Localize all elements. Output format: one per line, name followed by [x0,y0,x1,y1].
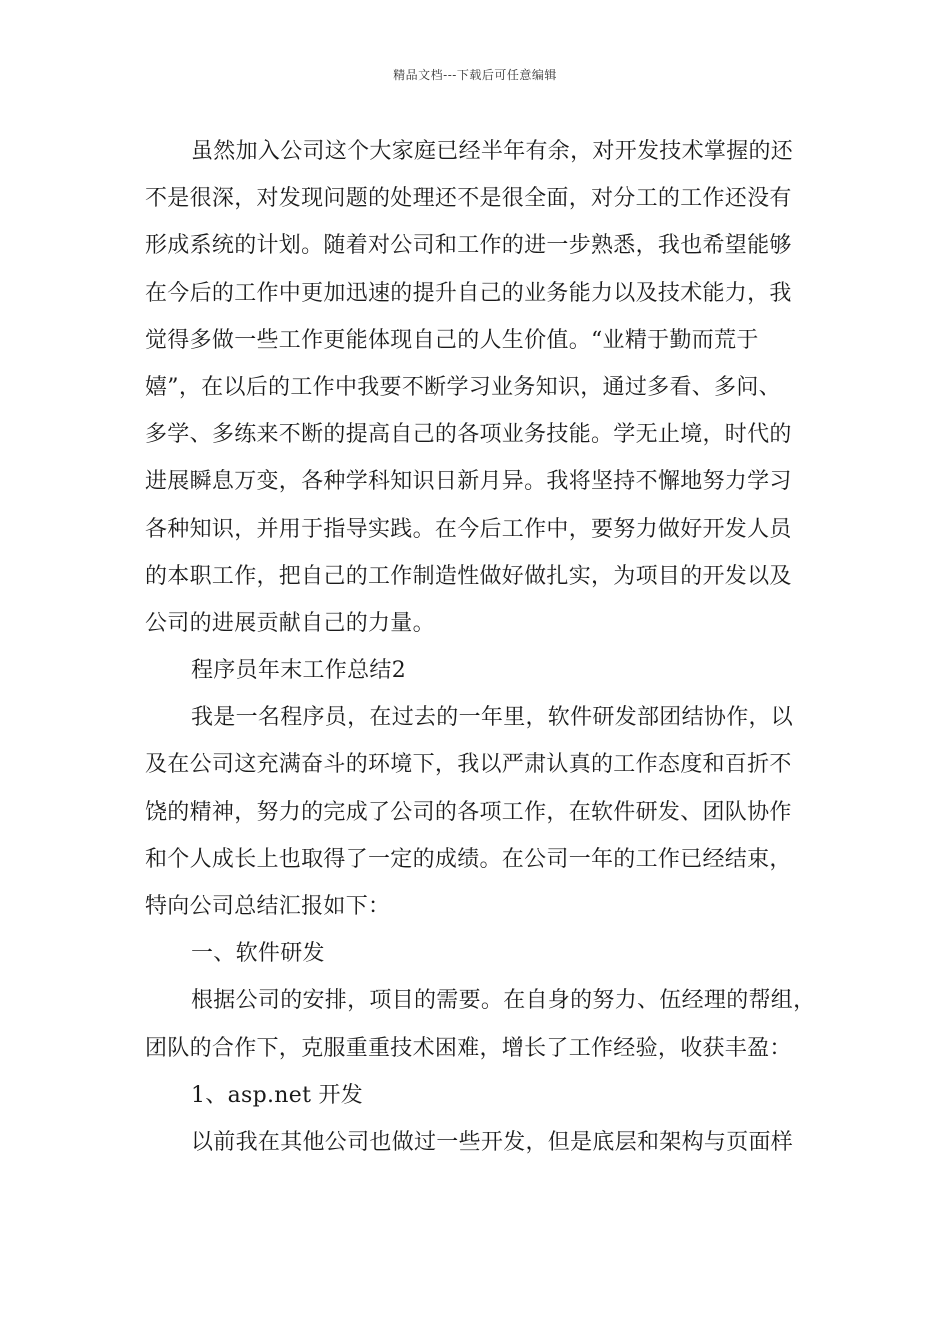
text-line: 及在公司这充满奋斗的环境下，我以严肃认真的工作态度和百折不 [145,752,792,778]
text-line: 特向公司总结汇报如下： [145,894,391,919]
text-line: 进展瞬息万变，各种学科知识日新月异。我将坚持不懈地努力学习 [145,469,792,495]
body-text [145,128,815,1166]
text-line: 1、asp.net 开发 [191,1082,364,1108]
text-line: 不是很深，对发现问题的处理还不是很全面，对分工的工作还没有 [145,186,792,212]
text-line: 在今后的工作中更加迅速的提升自己的业务能力以及技术能力，我 [145,280,792,306]
text-line: 饶的精神，努力的完成了公司的各项工作，在软件研发、团队协作 [145,799,792,825]
text-line: 各种知识，并用于指导实践。在今后工作中，要努力做好开发人员 [145,516,792,542]
text-line: 觉得多做一些工作更能体现自己的人生价值。“业精于勤而荒于 [145,327,759,353]
text-line: 团队的合作下，克服重重技术困难，增长了工作经验，收获丰盈： [145,1035,792,1061]
text-line: 多学、多练来不断的提高自己的各项业务技能。学无止境，时代的 [145,422,792,448]
text-line: 一、软件研发 [191,941,325,967]
text-line: 的本职工作，把自己的工作制造性做好做扎实，为项目的开发以及 [145,563,792,589]
text-line: 和个人成长上也取得了一定的成绩。在公司一年的工作已经结束， [145,846,792,872]
text-line: 公司的进展贡献自己的力量。 [145,610,435,636]
text-line: 虽然加入公司这个大家庭已经半年有余，对开发技术掌握的还 [191,139,794,164]
text-line: 我是一名程序员，在过去的一年里，软件研发部团结协作，以 [191,705,794,731]
page-header: 精品文档---下载后可任意编辑 [393,68,557,82]
text-line: 以前我在其他公司也做过一些开发，但是底层和架构与页面样 [191,1129,794,1155]
text-line: 根据公司的安排，项目的需要。在自身的努力、伍经理的帮组， [191,988,816,1014]
text-line: 形成系统的计划。随着对公司和工作的进一步熟悉，我也希望能够 [145,233,792,259]
text-line: 嬉”，在以后的工作中我要不断学习业务知识，通过多看、多问、 [145,374,781,400]
text-line: 程序员年末工作总结2 [191,658,406,684]
